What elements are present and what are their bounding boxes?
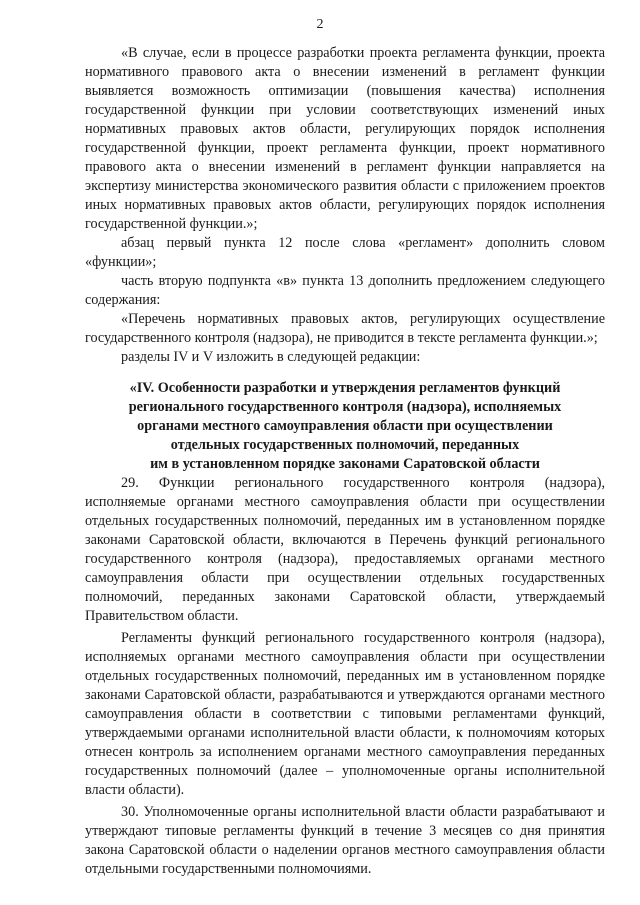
paragraph-sections-intro: разделы IV и V изложить в следующей редакции:: [121, 349, 421, 365]
paragraph-item-29: 29. Функции регионального государственного контроля (надзора), исполняемые органами местного самоуправления области при осуществлении отдельных государственных полномочий, переданных им в установленном порядке законами Саратовской области, включаются в Перечень функций регионального государственного контроля (надзора), предоставляемых органами местного самоуправления области при осуществлении отдельных государственных полномочий, переданных законами Саратовской области, утверждаемый Правительством области.: [85, 475, 605, 624]
heading-line: органами местного самоуправления области при осуществлении: [137, 418, 553, 434]
heading-line: отдельных государственных полномочий, переданных: [170, 437, 520, 453]
paragraph-regulations: Регламенты функций регионального государственного контроля (надзора), исполняемых органами местного самоуправления области при осуществлении отдельных государственных полномочий, переданных им в установленном порядке законами Саратовской области, разрабатываются и утверждаются органами местного самоуправления области в соответствии с типовыми регламентами функций, утверждаемыми органами исполнительной власти области, к полномочиям которых отнесен контроль за исполнением органами местного самоуправления переданных государственных полномочий (далее – уполномоченные органы исполнительной власти области).: [85, 630, 605, 798]
section-heading: [85, 379, 605, 474]
heading-line: регионального государственного контроля (надзора), исполняемых: [128, 399, 562, 415]
paragraph-amend-point-12: абзац первый пункта 12 после слова «регламент» дополнить словом «функции»;: [85, 235, 605, 270]
page-number: 2: [316, 17, 324, 32]
paragraph-quote-list-of-acts: «Перечень нормативных правовых актов, регулирующих осуществление государственного контроля (надзора), не приводится в тексте регламента функции.»;: [85, 311, 605, 346]
paragraph-quote-optimization: «В случае, если в процессе разработки проекта регламента функции, проекта нормативного правового акта о внесении изменений в регламент функции выявляется возможность оптимизации (повышения качества) исполнения государственной функции при условии соответствующих изменений иных нормативных правовых актов области, регулирующих порядок исполнения государственной функции, проект регламента функции, проект нормативного правового акта о внесении изменений в регламент функции направляется на экспертизу министерства экономического развития области с приложением проектов иных нормативных правовых актов области, регулирующих порядок исполнения государственной функции.»;: [85, 45, 605, 232]
paragraph-amend-point-13: часть вторую подпункта «в» пункта 13 дополнить предложением следующего содержания:: [85, 273, 605, 308]
document-body: [85, 44, 605, 879]
heading-line: им в установленном порядке законами Саратовской области: [150, 456, 540, 472]
paragraph-item-30: 30. Уполномоченные органы исполнительной власти области разрабатывают и утверждают типовые регламенты функций в течение 3 месяцев со дня принятия закона Саратовской области о наделении органов местного самоуправления области отдельными государственными полномочиями.: [85, 804, 605, 877]
heading-line: «IV. Особенности разработки и утверждения регламентов функций: [129, 380, 561, 396]
